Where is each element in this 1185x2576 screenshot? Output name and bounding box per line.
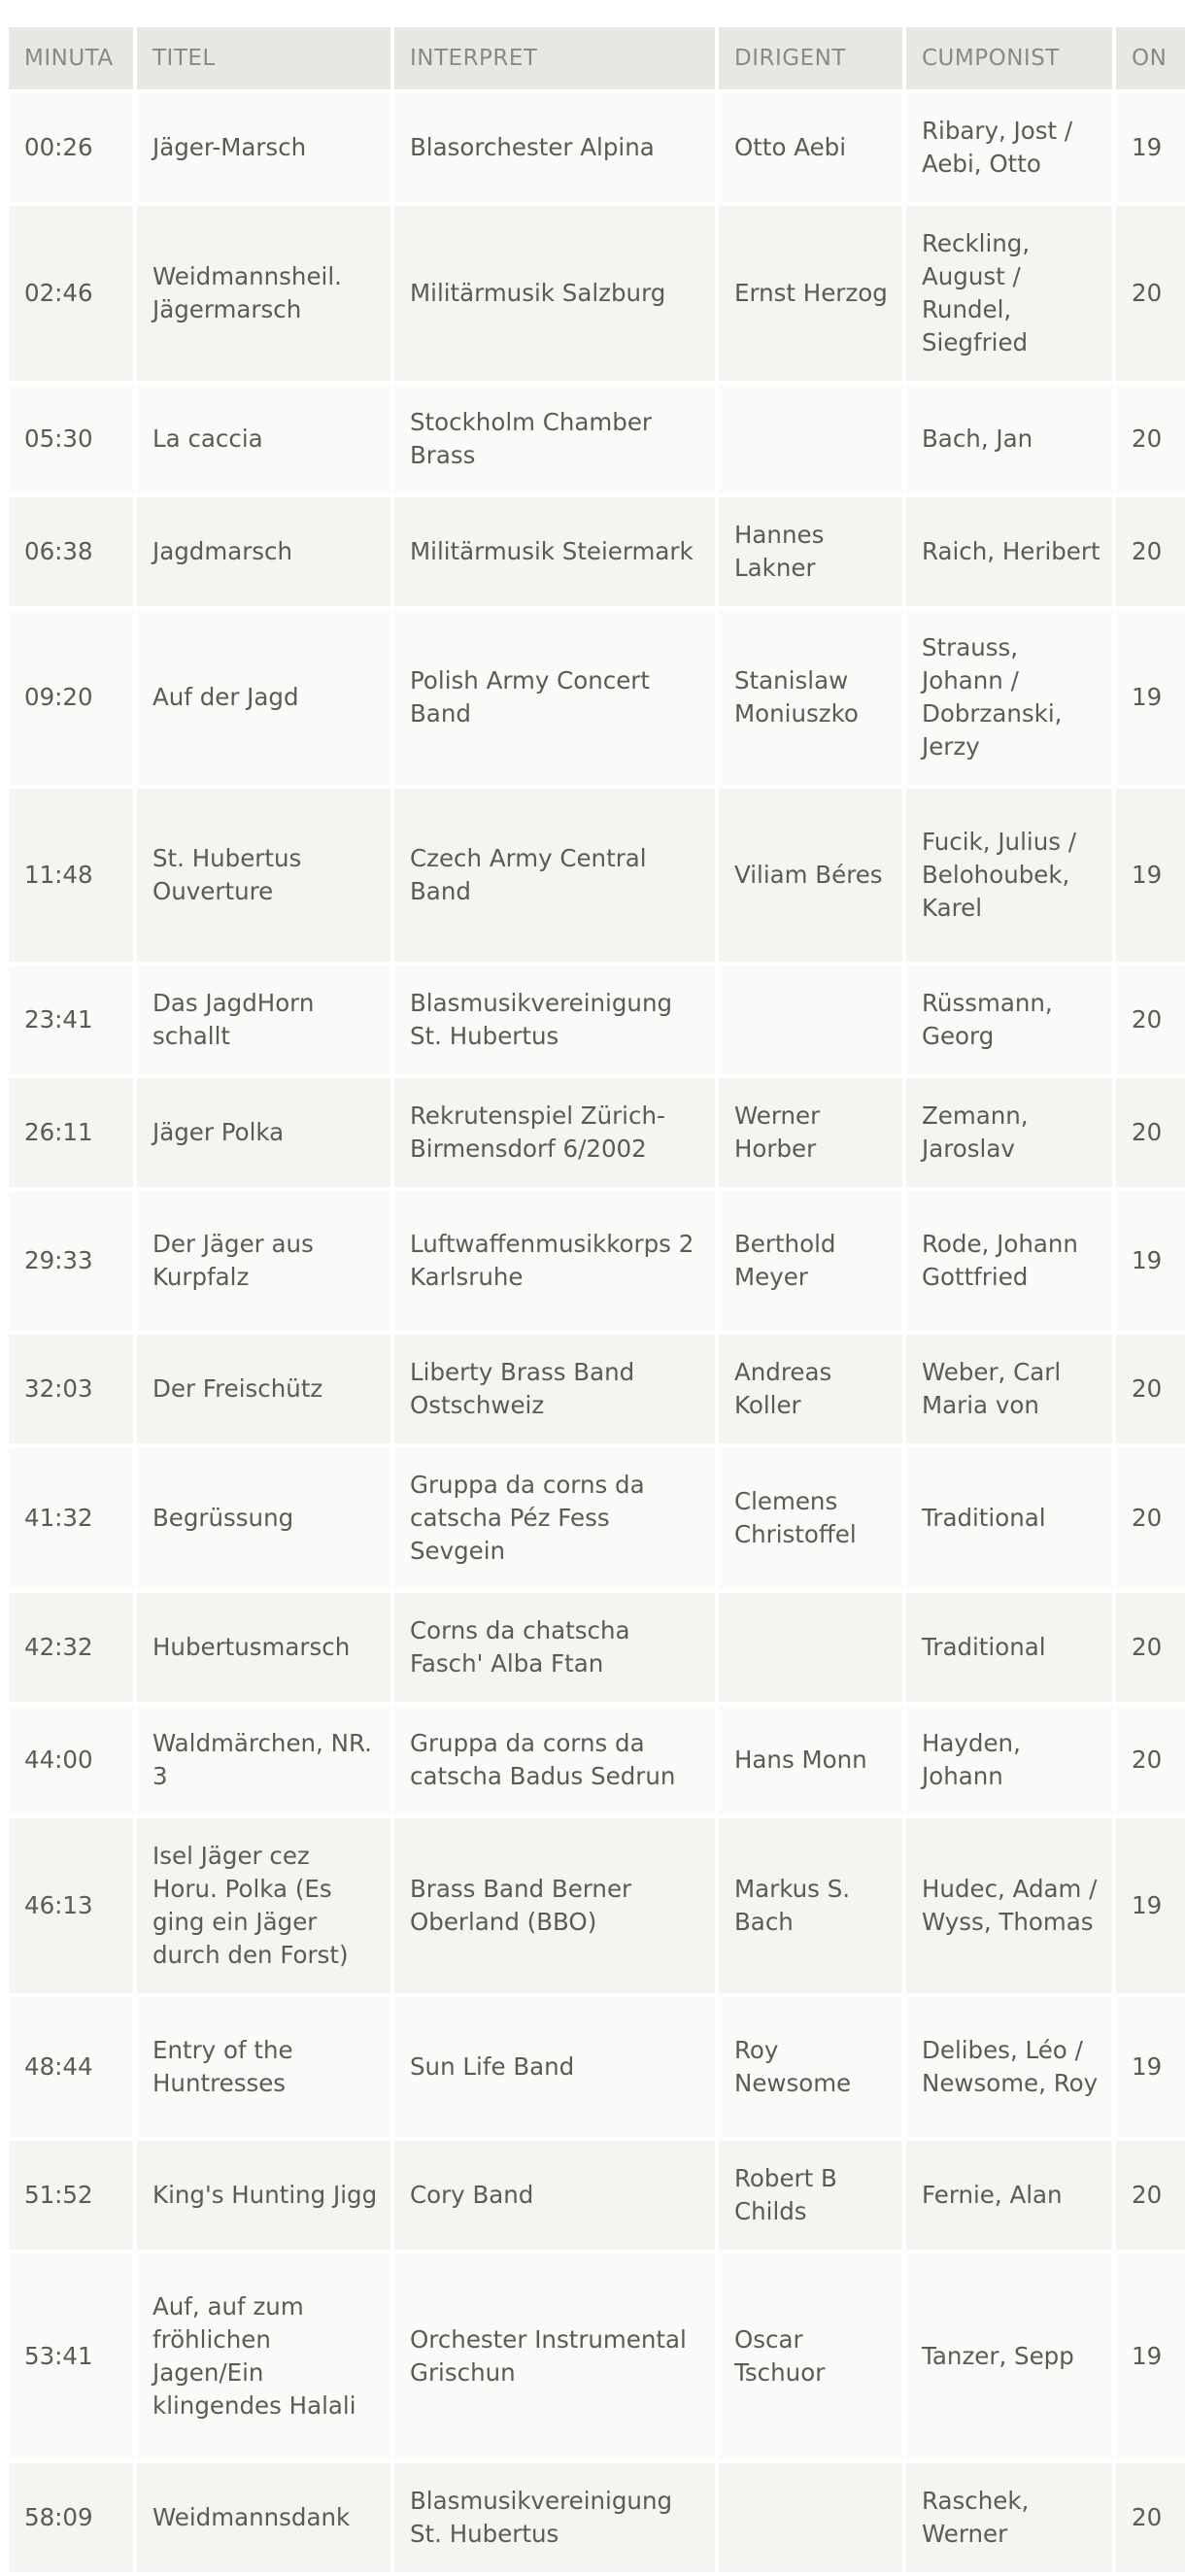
cell-minuta: 11:48	[9, 789, 133, 962]
cell-minuta: 42:32	[9, 1593, 133, 1702]
cell-titel: Begrüssung	[137, 1447, 390, 1589]
table-row	[9, 385, 1185, 493]
cell-interpret: Militärmusik Salzburg	[394, 206, 715, 381]
cell-minuta: 02:46	[9, 206, 133, 381]
cell-on: 20	[1116, 497, 1185, 606]
cell-titel: Der Freischütz	[137, 1335, 390, 1443]
cell-on: 20	[1116, 1706, 1185, 1814]
cell-on: 19	[1116, 1191, 1185, 1331]
cell-cumponist: Hudec, Adam / Wyss, Thomas	[906, 1818, 1112, 1993]
cell-on: 19	[1116, 93, 1185, 202]
cell-interpret: Corns da chatscha Fasch' Alba Ftan	[394, 1593, 715, 1702]
table-row	[9, 1997, 1185, 2137]
cell-on: 20	[1116, 2141, 1185, 2250]
cell-on: 20	[1116, 1593, 1185, 1702]
cell-dirigent: Werner Horber	[719, 1078, 902, 1187]
cell-dirigent: Hannes Lakner	[719, 497, 902, 606]
cell-titel: Jäger-Marsch	[137, 93, 390, 202]
cell-cumponist: Strauss, Johann / Dobrzanski, Jerzy	[906, 610, 1112, 785]
cell-cumponist: Ribary, Jost / Aebi, Otto	[906, 93, 1112, 202]
cell-interpret: Czech Army Central Band	[394, 789, 715, 962]
cell-on: 19	[1116, 610, 1185, 785]
header-dirigent: DIRIGENT	[719, 27, 902, 89]
cell-minuta: 58:09	[9, 2463, 133, 2572]
cell-titel: Jäger Polka	[137, 1078, 390, 1187]
cell-interpret: Blasmusikvereinigung St. Hubertus	[394, 2463, 715, 2572]
cell-on: 20	[1116, 2463, 1185, 2572]
cell-interpret: Gruppa da corns da catscha Péz Fess Sevgein	[394, 1447, 715, 1589]
cell-cumponist: Reckling, August / Rundel, Siegfried	[906, 206, 1112, 381]
cell-interpret: Blasmusikvereinigung St. Hubertus	[394, 966, 715, 1074]
cell-interpret: Polish Army Concert Band	[394, 610, 715, 785]
cell-interpret: Militärmusik Steiermark	[394, 497, 715, 606]
table-row	[9, 1593, 1185, 1702]
cell-titel: Hubertusmarsch	[137, 1593, 390, 1702]
cell-interpret: Cory Band	[394, 2141, 715, 2250]
cell-dirigent: Roy Newsome	[719, 1997, 902, 2137]
cell-dirigent: Ernst Herzog	[719, 206, 902, 381]
cell-cumponist: Fernie, Alan	[906, 2141, 1112, 2250]
table-row	[9, 1818, 1185, 1993]
header-minuta: MINUTA	[9, 27, 133, 89]
cell-on: 20	[1116, 966, 1185, 1074]
cell-titel: Isel Jäger cez Horu. Polka (Es ging ein Jäger durch den Forst)	[137, 1818, 390, 1993]
cell-minuta: 05:30	[9, 385, 133, 493]
cell-titel: Der Jäger aus Kurpfalz	[137, 1191, 390, 1331]
cell-minuta: 46:13	[9, 1818, 133, 1993]
table-row	[9, 206, 1185, 381]
cell-dirigent: Clemens Christoffel	[719, 1447, 902, 1589]
cell-cumponist: Bach, Jan	[906, 385, 1112, 493]
cell-dirigent	[719, 385, 902, 493]
cell-on: 20	[1116, 1447, 1185, 1589]
cell-cumponist: Weber, Carl Maria von	[906, 1335, 1112, 1443]
cell-dirigent: Hans Monn	[719, 1706, 902, 1814]
cell-dirigent: Berthold Meyer	[719, 1191, 902, 1331]
cell-on: 19	[1116, 789, 1185, 962]
cell-minuta: 44:00	[9, 1706, 133, 1814]
cell-dirigent: Stanislaw Moniuszko	[719, 610, 902, 785]
cell-on: 20	[1116, 1078, 1185, 1187]
table-row	[9, 1706, 1185, 1814]
cell-cumponist: Tanzer, Sepp	[906, 2254, 1112, 2459]
header-cumponist: CUMPONIST	[906, 27, 1112, 89]
cell-titel: King's Hunting Jigg	[137, 2141, 390, 2250]
cell-cumponist: Traditional	[906, 1447, 1112, 1589]
table-row	[9, 2463, 1185, 2572]
cell-titel: Weidmannsheil. Jägermarsch	[137, 206, 390, 381]
cell-on: 20	[1116, 206, 1185, 381]
table-row	[9, 93, 1185, 202]
table-row	[9, 1078, 1185, 1187]
cell-dirigent: Andreas Koller	[719, 1335, 902, 1443]
cell-minuta: 26:11	[9, 1078, 133, 1187]
table-row	[9, 497, 1185, 606]
cell-interpret: Luftwaffenmusikkorps 2 Karlsruhe	[394, 1191, 715, 1331]
cell-interpret: Liberty Brass Band Ostschweiz	[394, 1335, 715, 1443]
cell-cumponist: Hayden, Johann	[906, 1706, 1112, 1814]
cell-titel: Auf der Jagd	[137, 610, 390, 785]
header-interpret: INTERPRET	[394, 27, 715, 89]
cell-cumponist: Rode, Johann Gottfried	[906, 1191, 1112, 1331]
table-row	[9, 1191, 1185, 1331]
cell-titel: Entry of the Huntresses	[137, 1997, 390, 2137]
cell-minuta: 23:41	[9, 966, 133, 1074]
cell-dirigent	[719, 2463, 902, 2572]
cell-interpret: Stockholm Chamber Brass	[394, 385, 715, 493]
playlist-table-container	[9, 27, 1185, 2576]
header-titel: TITEL	[137, 27, 390, 89]
cell-minuta: 06:38	[9, 497, 133, 606]
cell-on: 19	[1116, 2254, 1185, 2459]
cell-cumponist: Traditional	[906, 1593, 1112, 1702]
cell-titel: Das JagdHorn schallt	[137, 966, 390, 1074]
cell-interpret: Orchester Instrumental Grischun	[394, 2254, 715, 2459]
cell-minuta: 48:44	[9, 1997, 133, 2137]
cell-dirigent: Robert B Childs	[719, 2141, 902, 2250]
cell-cumponist: Zemann, Jaroslav	[906, 1078, 1112, 1187]
cell-on: 19	[1116, 1818, 1185, 1993]
cell-interpret: Sun Life Band	[394, 1997, 715, 2137]
table-row	[9, 2141, 1185, 2250]
cell-titel: Weidmannsdank	[137, 2463, 390, 2572]
cell-dirigent: Otto Aebi	[719, 93, 902, 202]
cell-dirigent: Oscar Tschuor	[719, 2254, 902, 2459]
table-row	[9, 789, 1185, 962]
table-row	[9, 1335, 1185, 1443]
cell-minuta: 51:52	[9, 2141, 133, 2250]
cell-interpret: Rekrutenspiel Zürich-Birmensdorf 6/2002	[394, 1078, 715, 1187]
cell-interpret: Brass Band Berner Oberland (BBO)	[394, 1818, 715, 1993]
cell-dirigent	[719, 1593, 902, 1702]
cell-minuta: 32:03	[9, 1335, 133, 1443]
cell-cumponist: Delibes, Léo / Newsome, Roy	[906, 1997, 1112, 2137]
table-row	[9, 1447, 1185, 1589]
cell-titel: Jagdmarsch	[137, 497, 390, 606]
table-header-row	[9, 27, 1185, 89]
header-on: ON	[1116, 27, 1185, 89]
cell-interpret: Blasorchester Alpina	[394, 93, 715, 202]
cell-titel: Auf, auf zum fröhlichen Jagen/Ein klingendes Halali	[137, 2254, 390, 2459]
table-row	[9, 2254, 1185, 2459]
table-row	[9, 966, 1185, 1074]
cell-on: 20	[1116, 385, 1185, 493]
cell-dirigent: Markus S. Bach	[719, 1818, 902, 1993]
cell-minuta: 53:41	[9, 2254, 133, 2459]
cell-dirigent: Viliam Béres	[719, 789, 902, 962]
table-row	[9, 610, 1185, 785]
cell-titel: St. Hubertus Ouverture	[137, 789, 390, 962]
cell-minuta: 00:26	[9, 93, 133, 202]
cell-cumponist: Raschek, Werner	[906, 2463, 1112, 2572]
cell-cumponist: Raich, Heribert	[906, 497, 1112, 606]
cell-titel: La caccia	[137, 385, 390, 493]
cell-minuta: 29:33	[9, 1191, 133, 1331]
cell-interpret: Gruppa da corns da catscha Badus Sedrun	[394, 1706, 715, 1814]
cell-on: 20	[1116, 1335, 1185, 1443]
playlist-table	[9, 27, 1185, 2576]
cell-on: 19	[1116, 1997, 1185, 2137]
cell-titel: Waldmärchen, NR. 3	[137, 1706, 390, 1814]
cell-minuta: 41:32	[9, 1447, 133, 1589]
cell-cumponist: Rüssmann, Georg	[906, 966, 1112, 1074]
cell-minuta: 09:20	[9, 610, 133, 785]
cell-dirigent	[719, 966, 902, 1074]
cell-cumponist: Fucik, Julius / Belohoubek, Karel	[906, 789, 1112, 962]
